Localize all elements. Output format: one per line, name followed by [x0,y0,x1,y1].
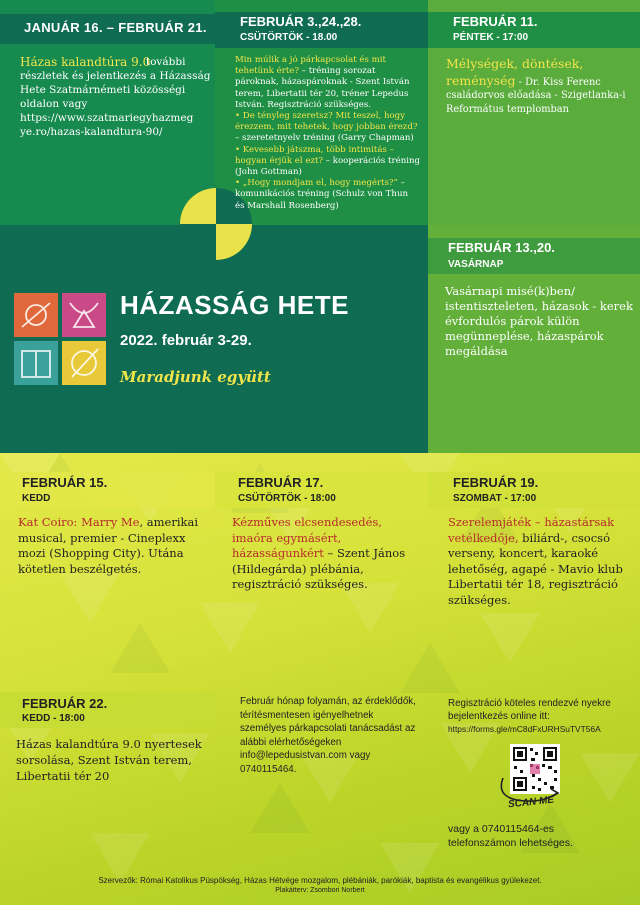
scan-label: SCAN ME [507,794,555,811]
text-feb11: Mélységek, döntések, reménység - Dr. Kiss Ferenc családorvos előadása - Szigetlanka-i Református templomban [446,56,626,115]
day-feb15: KEDD [22,493,51,504]
date-feb11: FEBRUÁR 11. [453,14,538,29]
main-motto: Maradjunk együtt [120,368,271,386]
main-title: HÁZASSÁG HETE [120,290,349,320]
text-feb3: Min múlik a jó párkapcsolat és mit tehetünk érte? – tréning sorozat pároknak, házaspároknak - Szent István terem, Libertatii tér 20, tréner Lepedus István. Regisztráció szükséges. • De tényleg szeretsz? Mit teszel, hogy érezzem, mit tehetek, hogy jobban érezd? – szeretetnyelv tréning (Garry Chapman) • Kevesebb játszma, több intimitás – hogyan érjük el ezt? – kooperációs tréning (John Gottman) • „Hogy mondjam el, hogy megérts?” – komunikációs tréning (Schulz von Thun és Marshall Rosenberg) [235,55,421,211]
text-counsel: Február hónap folyamán, az érdeklődők, térítésmentesen igényelhetnek személyes párkapcsolati tanácsadást az alábbi elérhetőségeken info@lepedusistvan.com vagy 0740115464. [240,696,416,775]
day-feb17: CSÜTÖRTÖK - 18:00 [238,493,336,504]
day-feb3: CSÜTÖRTÖK - 18.00 [240,32,338,43]
date-feb15: FEBRUÁR 15. [22,475,108,490]
date-feb13: FEBRUÁR 13.,20. [448,240,555,255]
phone-counsel[interactable]: 0740115464. [240,763,297,775]
text-feb13: Vasárnapi misé(k)ben/ istentiszteleten, házasok - kerek évfordulós párok külön megünneplése, házaspárok megáldása [445,284,633,358]
day-feb13: VASÁRNAP [448,259,504,270]
date-feb19: FEBRUÁR 19. [453,475,539,490]
email-counsel[interactable]: info@lepedusistvan.com vagy [240,750,371,761]
footer-organizers: Szervezők: Római Katolikus Püspökség, Házas Hétvége mozgalom, plébániák, parókiák, baptista és evangélikus gyülekezet. [98,876,542,885]
date-feb17: FEBRUÁR 17. [238,475,324,490]
date-jan: JANUÁR 16. – FEBRUÁR 21. [24,20,207,35]
text-feb17: Kézműves elcsendesedés, imaóra egymásért, házasságunkért – Szent János (Hildegárda) plébánia, regisztráció szükséges. [232,515,406,591]
text-feb15: Kat Coiro: Marry Me, amerikai musical, premier - Cineplexx mozi (Shopping City). Utána kötetlen beszélgetés. [18,515,198,576]
phone-reg: vagy a 0740115464-es telefonszámon lehetséges. [448,823,573,849]
url-jan-line1[interactable]: https://www.szatmariegyhazmeg [20,112,194,124]
day-feb22: KEDD - 18:00 [22,713,85,724]
main-dates: 2022. február 3-29. [120,332,252,349]
mosaic-logo-icon [14,293,106,385]
text-reg: Regisztráció köteles rendezvé nyekre bejelentkezés online itt: https://forms.gle/mC8dFxURHSuTVT56A [448,698,611,734]
title-jan: Házas kalandtúra 9.0 [20,55,151,69]
text-jan: további részletek és jelentkezés a Házasság Hete Szatmárnémeti közösségi oldalon vagy https://www.szatmariegyhazmeg ye.ro/hazas-kalandtura-90/ [20,56,211,138]
date-feb3: FEBRUÁR 3.,24.,28. [240,14,362,29]
day-feb11: PÉNTEK - 17:00 [453,32,529,43]
footer-designer: Plakátterv: Zsombori Norbert [275,887,365,894]
date-feb22: FEBRUÁR 22. [22,696,108,711]
url-reg[interactable]: https://forms.gle/mC8dFxURHSuTVT56A [448,724,601,734]
url-jan-line2[interactable]: ye.ro/hazas-kalandtura-90/ [20,126,163,138]
text-feb22: Házas kalandtúra 9.0 nyertesek sorsolása, Szent István terem, Libertatii tér 20 [16,737,202,783]
text-feb19: Szerelemjáték – házastársak vetélkedője, biliárd-, csocsó verseny, koncert, karaoké lehetőség, agapé - Mavio klub Libertatii tér 18, regisztráció szükséges. [448,515,623,607]
day-feb19: SZOMBAT - 17:00 [453,493,537,504]
